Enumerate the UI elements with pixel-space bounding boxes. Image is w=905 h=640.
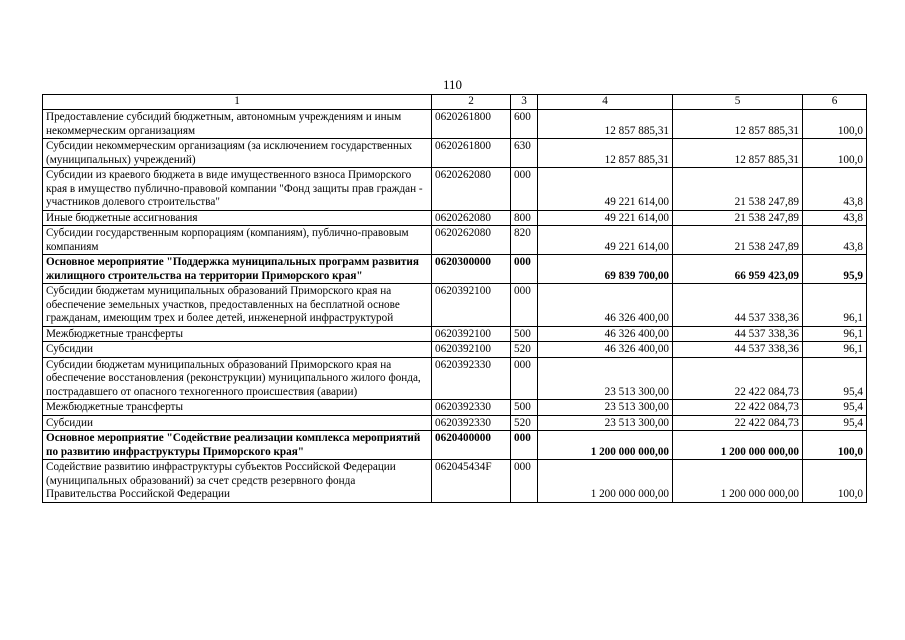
expense-type: 000: [511, 357, 538, 400]
execution-percent: 43,8: [803, 210, 867, 226]
planned-amount: 23 513 300,00: [538, 400, 673, 416]
execution-percent: 95,4: [803, 357, 867, 400]
executed-amount: 21 538 247,89: [673, 210, 803, 226]
table-row: [43, 460, 867, 503]
planned-amount: 46 326 400,00: [538, 326, 673, 342]
row-name: Межбюджетные трансферты: [43, 326, 432, 342]
expense-type: 000: [511, 284, 538, 327]
column-header: 1: [43, 95, 432, 110]
expense-type: 000: [511, 431, 538, 460]
row-name: Содействие развитию инфраструктуры субъектов Российской Федерации (муниципальных образований) за счет средств резервного фонда Правительства Российской Федерации: [43, 460, 432, 503]
executed-amount: 44 537 338,36: [673, 284, 803, 327]
executed-amount: 66 959 423,09: [673, 255, 803, 284]
execution-percent: 100,0: [803, 110, 867, 139]
execution-percent: 95,4: [803, 415, 867, 431]
expense-type: 800: [511, 210, 538, 226]
target-code: 0620262080: [432, 168, 511, 211]
table-row: [43, 357, 867, 400]
row-name: Субсидии: [43, 415, 432, 431]
planned-amount: 46 326 400,00: [538, 284, 673, 327]
table-row: [43, 210, 867, 226]
row-name: Субсидии из краевого бюджета в виде имущественного взноса Приморского края в имущество публично-правовой компании "Фонд защиты прав граждан - участников долевого строительства": [43, 168, 432, 211]
table-row: [43, 400, 867, 416]
column-header: 6: [803, 95, 867, 110]
executed-amount: 44 537 338,36: [673, 342, 803, 358]
executed-amount: 22 422 084,73: [673, 357, 803, 400]
executed-amount: 21 538 247,89: [673, 168, 803, 211]
row-name: Предоставление субсидий бюджетным, автономным учреждениям и иным некоммерческим организациям: [43, 110, 432, 139]
table-row: [43, 431, 867, 460]
planned-amount: 49 221 614,00: [538, 168, 673, 211]
planned-amount: 46 326 400,00: [538, 342, 673, 358]
row-name: Субсидии некоммерческим организациям (за исключением государственных (муниципальных) учреждений): [43, 139, 432, 168]
execution-percent: 43,8: [803, 168, 867, 211]
row-name: Субсидии государственным корпорациям (компаниям), публично-правовым компаниям: [43, 226, 432, 255]
target-code: 0620300000: [432, 255, 511, 284]
executed-amount: 1 200 000 000,00: [673, 431, 803, 460]
execution-percent: 95,4: [803, 400, 867, 416]
executed-amount: 12 857 885,31: [673, 139, 803, 168]
target-code: 0620262080: [432, 226, 511, 255]
expense-type: 500: [511, 326, 538, 342]
page-number: 110: [442, 77, 463, 92]
expense-type: 500: [511, 400, 538, 416]
execution-percent: 96,1: [803, 326, 867, 342]
row-name: Субсидии бюджетам муниципальных образований Приморского края на обеспечение восстановления (реконструкции) муниципального жилого фонда, пострадавшего от опасного техногенного происшествия (аварии): [43, 357, 432, 400]
row-name: Иные бюджетные ассигнования: [43, 210, 432, 226]
planned-amount: 69 839 700,00: [538, 255, 673, 284]
row-name: Основное мероприятие "Поддержка муниципальных программ развития жилищного строительства на территории Приморского края": [43, 255, 432, 284]
row-name: Основное мероприятие "Содействие реализации комплекса мероприятий по развитию инфраструктуры Приморского края": [43, 431, 432, 460]
target-code: 0620261800: [432, 139, 511, 168]
execution-percent: 100,0: [803, 460, 867, 503]
execution-percent: 100,0: [803, 139, 867, 168]
planned-amount: 49 221 614,00: [538, 226, 673, 255]
planned-amount: 23 513 300,00: [538, 357, 673, 400]
expense-type: 000: [511, 168, 538, 211]
executed-amount: 22 422 084,73: [673, 400, 803, 416]
row-name: Субсидии бюджетам муниципальных образований Приморского края на обеспечение земельных участков, предоставленных на бесплатной основе гражданам, имеющим трех и более детей, инженерной инфраструктурой: [43, 284, 432, 327]
target-code: 0620262080: [432, 210, 511, 226]
table-row: [43, 284, 867, 327]
planned-amount: 1 200 000 000,00: [538, 431, 673, 460]
table-row: [43, 110, 867, 139]
table-row: [43, 139, 867, 168]
executed-amount: 44 537 338,36: [673, 326, 803, 342]
target-code: 0620261800: [432, 110, 511, 139]
table-row: [43, 255, 867, 284]
table-row: [43, 168, 867, 211]
table-row: [43, 342, 867, 358]
target-code: 0620400000: [432, 431, 511, 460]
executed-amount: 21 538 247,89: [673, 226, 803, 255]
row-name: Межбюджетные трансферты: [43, 400, 432, 416]
executed-amount: 12 857 885,31: [673, 110, 803, 139]
expense-type: 520: [511, 342, 538, 358]
target-code: 0620392100: [432, 326, 511, 342]
execution-percent: 96,1: [803, 342, 867, 358]
execution-percent: 95,9: [803, 255, 867, 284]
column-header: 2: [432, 95, 511, 110]
planned-amount: 49 221 614,00: [538, 210, 673, 226]
executed-amount: 1 200 000 000,00: [673, 460, 803, 503]
budget-table: [42, 94, 867, 503]
expense-type: 000: [511, 255, 538, 284]
row-name: Субсидии: [43, 342, 432, 358]
expense-type: 000: [511, 460, 538, 503]
table-row: [43, 326, 867, 342]
table-row: [43, 415, 867, 431]
execution-percent: 96,1: [803, 284, 867, 327]
expense-type: 520: [511, 415, 538, 431]
table-row: [43, 226, 867, 255]
planned-amount: 12 857 885,31: [538, 139, 673, 168]
header-row: [43, 95, 867, 110]
expense-type: 630: [511, 139, 538, 168]
planned-amount: 12 857 885,31: [538, 110, 673, 139]
expense-type: 600: [511, 110, 538, 139]
execution-percent: 100,0: [803, 431, 867, 460]
planned-amount: 1 200 000 000,00: [538, 460, 673, 503]
execution-percent: 43,8: [803, 226, 867, 255]
target-code: 0620392330: [432, 415, 511, 431]
planned-amount: 23 513 300,00: [538, 415, 673, 431]
target-code: 062045434F: [432, 460, 511, 503]
column-header: 4: [538, 95, 673, 110]
executed-amount: 22 422 084,73: [673, 415, 803, 431]
target-code: 0620392100: [432, 342, 511, 358]
column-header: 5: [673, 95, 803, 110]
column-header: 3: [511, 95, 538, 110]
target-code: 0620392100: [432, 284, 511, 327]
target-code: 0620392330: [432, 400, 511, 416]
target-code: 0620392330: [432, 357, 511, 400]
expense-type: 820: [511, 226, 538, 255]
